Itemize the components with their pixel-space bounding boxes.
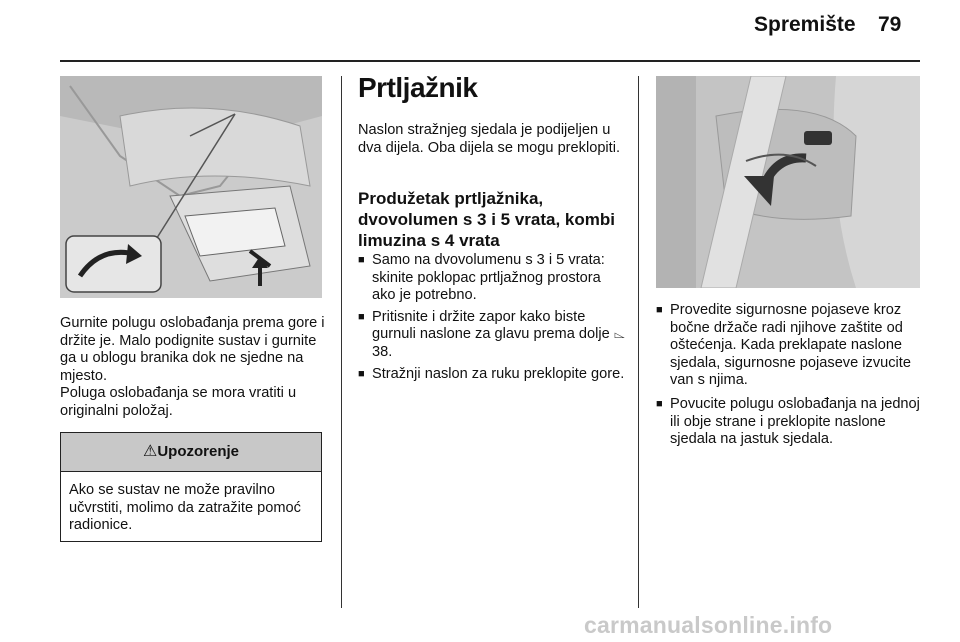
right-bullet-list xyxy=(656,302,924,453)
page-reference-icon: ⌳ xyxy=(613,326,626,343)
page-number: 79 xyxy=(878,13,902,36)
middle-subheading xyxy=(358,188,630,251)
warning-box xyxy=(60,432,322,542)
left-paragraph-1: Gurnite polugu oslobađanja prema gore i držite je. Malo podignite sustav i gurnite ga u oblogu branika dok ne sjedne na mjesto. xyxy=(60,315,325,384)
list-item: ■ Samo na dvovolumenu s 3 i 5 vrata: skinite poklopac prtljažnog prostora ako je potrebno. xyxy=(358,252,628,305)
list-item: ■ Povucite polugu oslobađanja na jednoj ili obje strane i preklopite naslone sjedala na jastuk sjedala. xyxy=(656,396,924,449)
list-item: ■ Stražnji naslon za ruku preklopite gore. xyxy=(358,366,628,384)
warning-header xyxy=(61,433,321,472)
left-paragraph-2: Poluga oslobađanja se mora vratiti u originalni položaj. xyxy=(60,385,297,419)
warning-triangle-icon: ⚠ xyxy=(142,443,158,460)
column-divider-1 xyxy=(341,76,342,608)
warning-body: Ako se sustav ne može pravilno učvrstiti, molimo da zatražite pomoć radionice. xyxy=(69,482,301,534)
middle-bullet-list xyxy=(358,252,628,387)
header-rule xyxy=(60,60,920,62)
column-divider-2 xyxy=(638,76,639,608)
watermark: carmanualsonline.info xyxy=(584,612,833,638)
list-item: ■ Pritisnite i držite zapor kako biste gurnuli naslone za glavu prema dolje ⌳ 38. xyxy=(358,309,628,362)
middle-intro: Naslon stražnjeg sjedala je podijeljen u dva dijela. Oba dijela se mogu preklopiti. xyxy=(358,122,621,156)
bumper-load-system-illustration xyxy=(60,76,322,298)
page-reference[interactable]: 38. xyxy=(372,343,393,360)
section-title: Prtljažnik xyxy=(358,72,478,103)
subheading-text: Produžetak prtljažnika, dvovolumen s 3 i 5 vrata, kombi limuzina s 4 vrata xyxy=(358,189,615,250)
list-item: ■ Provedite sigurnosne pojaseve kroz bočne držače radi njihove zaštite od oštećenja. Kada preklapate naslone sjedala, sigurnosne pojaseve izvucite van s njima. xyxy=(656,302,924,390)
warning-title: Upozorenje xyxy=(157,443,240,460)
page-header-title: Spremište xyxy=(754,13,856,36)
seat-belt-illustration xyxy=(656,76,920,288)
